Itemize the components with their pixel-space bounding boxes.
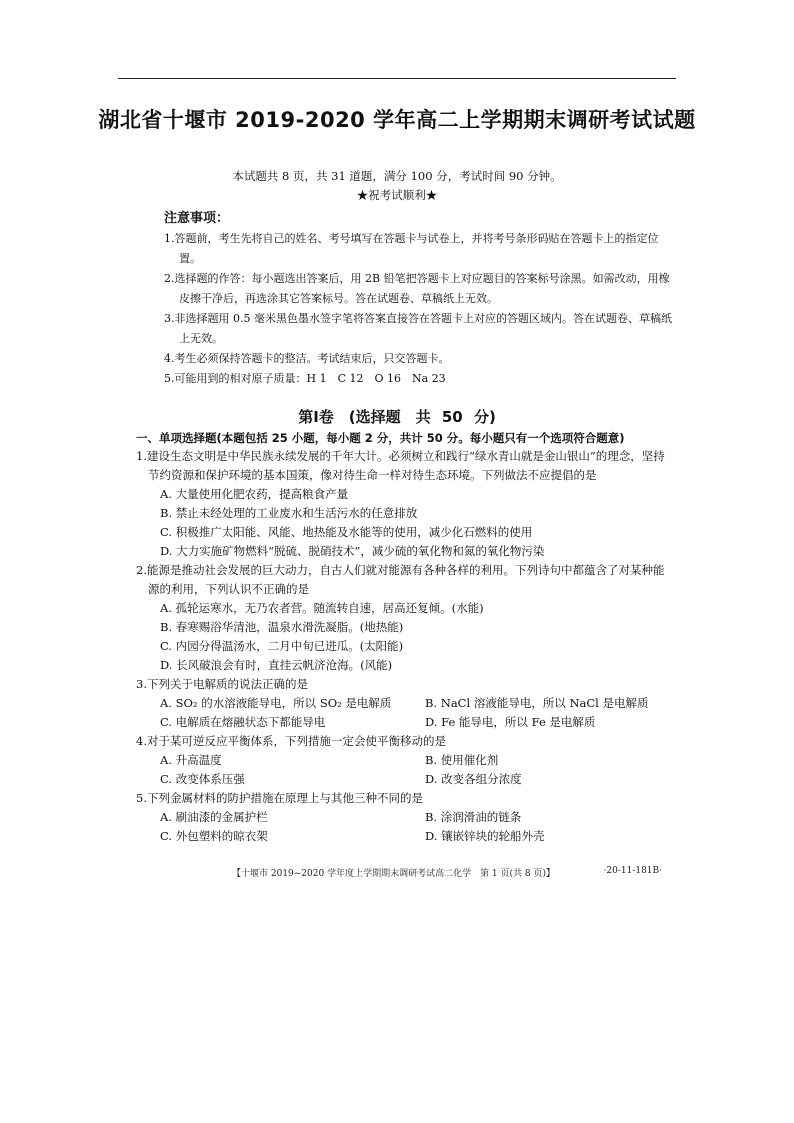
question-stem: 1.建设生态文明是中华民族永续发展的千年大计。必须树立和践行“绿水青山就是金山银山”的理念，坚持节约资源和保护环境的基本国策，像对待生命一样对待生态环境。下列做法不应提倡的是 [136, 449, 665, 482]
option-b: B. 禁止未经处理的工业废水和生活污水的任意排放 [160, 506, 418, 520]
question-1 [136, 447, 666, 561]
exam-intro: 本试题共 8 页，共 31 道题，满分 100 分，考试时间 90 分钟。 [232, 169, 562, 183]
footer-right: ·20-11-181B· [603, 866, 662, 876]
option-a: A. 升高温度 [160, 753, 222, 767]
page-title: 湖北省十堰市 2019-2020 学年高二上学期期末调研考试试题 [98, 108, 696, 132]
question-4 [136, 732, 666, 789]
option-a: A. SO₂ 的水溶液能导电，所以 SO₂ 是电解质 [160, 696, 392, 710]
option-b: B. 春寒赐浴华清池，温泉水滑洗凝脂。(地热能) [160, 620, 404, 634]
question-stem: 4.对于某可逆反应平衡体系，下列措施一定会使平衡移动的是 [136, 734, 446, 748]
notice-item: 3.非选择题用 0.5 毫米黑色墨水签字笔将答案直接答在答题卡上对应的答题区域内。答在试题卷、草稿纸上无效。 [164, 312, 672, 345]
option-c: C. 积极推广太阳能、风能、地热能及水能等的使用，减少化石燃料的使用 [160, 525, 533, 539]
notice-list [164, 229, 674, 389]
option-d: D. Fe 能导电，所以 Fe 是电解质 [425, 715, 596, 729]
question-stem: 5.下列金属材料的防护措施在原理上与其他三种不同的是 [136, 791, 423, 805]
option-a: A. 大量使用化肥农药，提高粮食产量 [160, 487, 349, 501]
option-b: B. NaCl 溶液能导电，所以 NaCl 是电解质 [425, 696, 649, 710]
option-d: D. 长风破浪会有时，直挂云帆济沧海。(风能) [160, 658, 393, 672]
option-a: A. 孤轮运寒水，无乃农者营。随流转自速，居高还复倾。(水能) [160, 601, 484, 615]
option-a: A. 刷油漆的金属护栏 [160, 810, 268, 824]
option-c: C. 改变体系压强 [160, 772, 245, 786]
question-stem: 2.能源是推动社会发展的巨大动力，自古人们就对能源有各种各样的利用。下列诗句中都蕴含了对某种能源的利用，下列认识不正确的是 [136, 563, 665, 596]
option-c: C. 外包塑料的晾衣架 [160, 829, 268, 843]
question-3 [136, 675, 666, 732]
header-rule [118, 78, 676, 79]
notice-item: 4.考生必须保持答题卡的整洁。考试结束后，只交答题卡。 [164, 352, 450, 365]
question-2 [136, 561, 666, 675]
option-b: B. 涂润滑油的链条 [425, 810, 522, 824]
option-b: B. 使用催化剂 [425, 753, 499, 767]
option-c: C. 电解质在熔融状态下都能导电 [160, 715, 326, 729]
notice-item: 1.答题前，考生先将自己的姓名、考号填写在答题卡与试卷上，并将考号条形码贴在答题卡上的指定位置。 [164, 232, 659, 265]
part-title: 一、单项选择题(本题包括 25 小题，每小题 2 分，共计 50 分。每小题只有一个选项符合题意) [136, 431, 625, 445]
option-c: C. 内园分得温汤水，二月中旬已进瓜。(太阳能) [160, 639, 404, 653]
exam-wish: ★祝考试顺利★ [356, 188, 438, 202]
question-5 [136, 789, 666, 846]
question-list [136, 447, 666, 846]
page-footer [232, 866, 662, 879]
notice-heading: 注意事项： [164, 211, 230, 226]
notice-item: 2.选择题的作答：每小题选出答案后，用 2B 铅笔把答题卡上对应题目的答案标号涂黑。如需改动，用橡皮擦干净后，再选涂其它答案标号。答在试题卷、草稿纸上无效。 [164, 272, 670, 305]
option-d: D. 改变各组分浓度 [425, 772, 522, 786]
notice-item: 5.可能用到的相对原子质量：H 1 C 12 O 16 Na 23 [164, 372, 446, 385]
footer-left: 【十堰市 2019~2020 学年度上学期期末调研考试高二化学 第 1 页(共 8 页)】 [232, 869, 555, 879]
option-d: D. 大力实施矿物燃料“脱硫、脱硝技术”，减少硫的氧化物和氮的氧化物污染 [160, 544, 545, 558]
option-d: D. 镶嵌锌块的轮船外壳 [425, 829, 545, 843]
section-title: 第Ⅰ卷 (选择题 共 50 分) [298, 408, 496, 426]
question-stem: 3.下列关于电解质的说法正确的是 [136, 677, 308, 691]
